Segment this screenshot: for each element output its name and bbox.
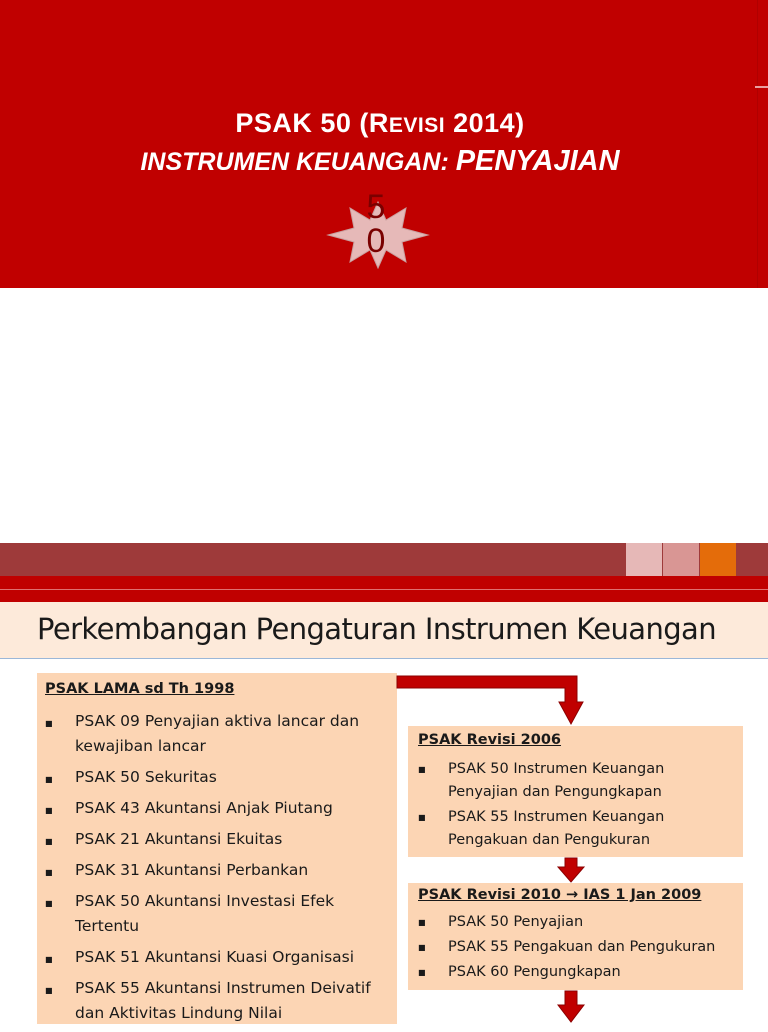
item-list	[418, 758, 738, 854]
list-item: ■ PSAK 21 Akuntansi Ekuitas	[45, 827, 395, 852]
band-square-1	[626, 543, 662, 576]
box-title: PSAK Revisi 2010 → IAS 1 Jan 2009	[418, 887, 702, 903]
down-arrow-icon	[558, 991, 584, 1022]
list-item: ■ PSAK 43 Akuntansi Anjak Piutang	[45, 796, 395, 821]
box-title: PSAK Revisi 2006	[418, 732, 562, 748]
list-item: ■ PSAK 55 Pengakuan dan Pengukuran	[418, 935, 738, 960]
badge-number: 5 0	[366, 188, 386, 260]
slide-edge-tick	[755, 86, 768, 88]
box-psak-2010	[408, 883, 743, 990]
list-item: ■ PSAK 60 Pengungkapan	[418, 960, 738, 985]
list-item: ■ PSAK 09 Penyajian aktiva lancar dan kewajiban lancar	[45, 709, 395, 759]
list-item: ■ PSAK 55 Instrumen Keuangan Pengakuan dan Pengukuran	[418, 806, 738, 852]
list-item: ■ PSAK 50 Penyajian	[418, 910, 738, 935]
list-item: ■ PSAK 50 Akuntansi Investasi Efek Tertentu	[45, 889, 395, 939]
box-title: PSAK LAMA sd Th 1998	[45, 681, 235, 697]
slide-edge-line	[757, 0, 758, 288]
slide-subtitle: INSTRUMEN KEUANGAN: PENYAJIAN	[140, 145, 620, 177]
item-list	[418, 910, 738, 985]
down-arrow-icon	[558, 858, 584, 882]
box-psak-2006	[408, 726, 743, 857]
slide-title: PSAK 50 (REVISI 2014)	[235, 108, 525, 138]
list-item: ■ PSAK 31 Akuntansi Perbankan	[45, 858, 395, 883]
list-item: ■ PSAK 55 Akuntansi Instrumen Deivatif dan Aktivitas Lindung Nilai	[45, 976, 395, 1026]
list-item: ■ PSAK 50 Sekuritas	[45, 765, 395, 790]
box-psak-lama	[37, 673, 397, 1024]
item-list	[45, 709, 395, 1032]
band-square-3	[700, 543, 736, 576]
list-item: ■ PSAK 50 Instrumen Keuangan Penyajian dan Pengungkapan	[418, 758, 738, 804]
red-rule	[0, 576, 768, 602]
band-square-4	[737, 543, 768, 576]
slide-heading: Perkembangan Pengaturan Instrumen Keuangan	[37, 612, 717, 646]
list-item: ■ PSAK 51 Akuntansi Kuasi Organisasi	[45, 945, 395, 970]
band-square-2	[663, 543, 699, 576]
bent-arrow-icon	[397, 676, 583, 724]
